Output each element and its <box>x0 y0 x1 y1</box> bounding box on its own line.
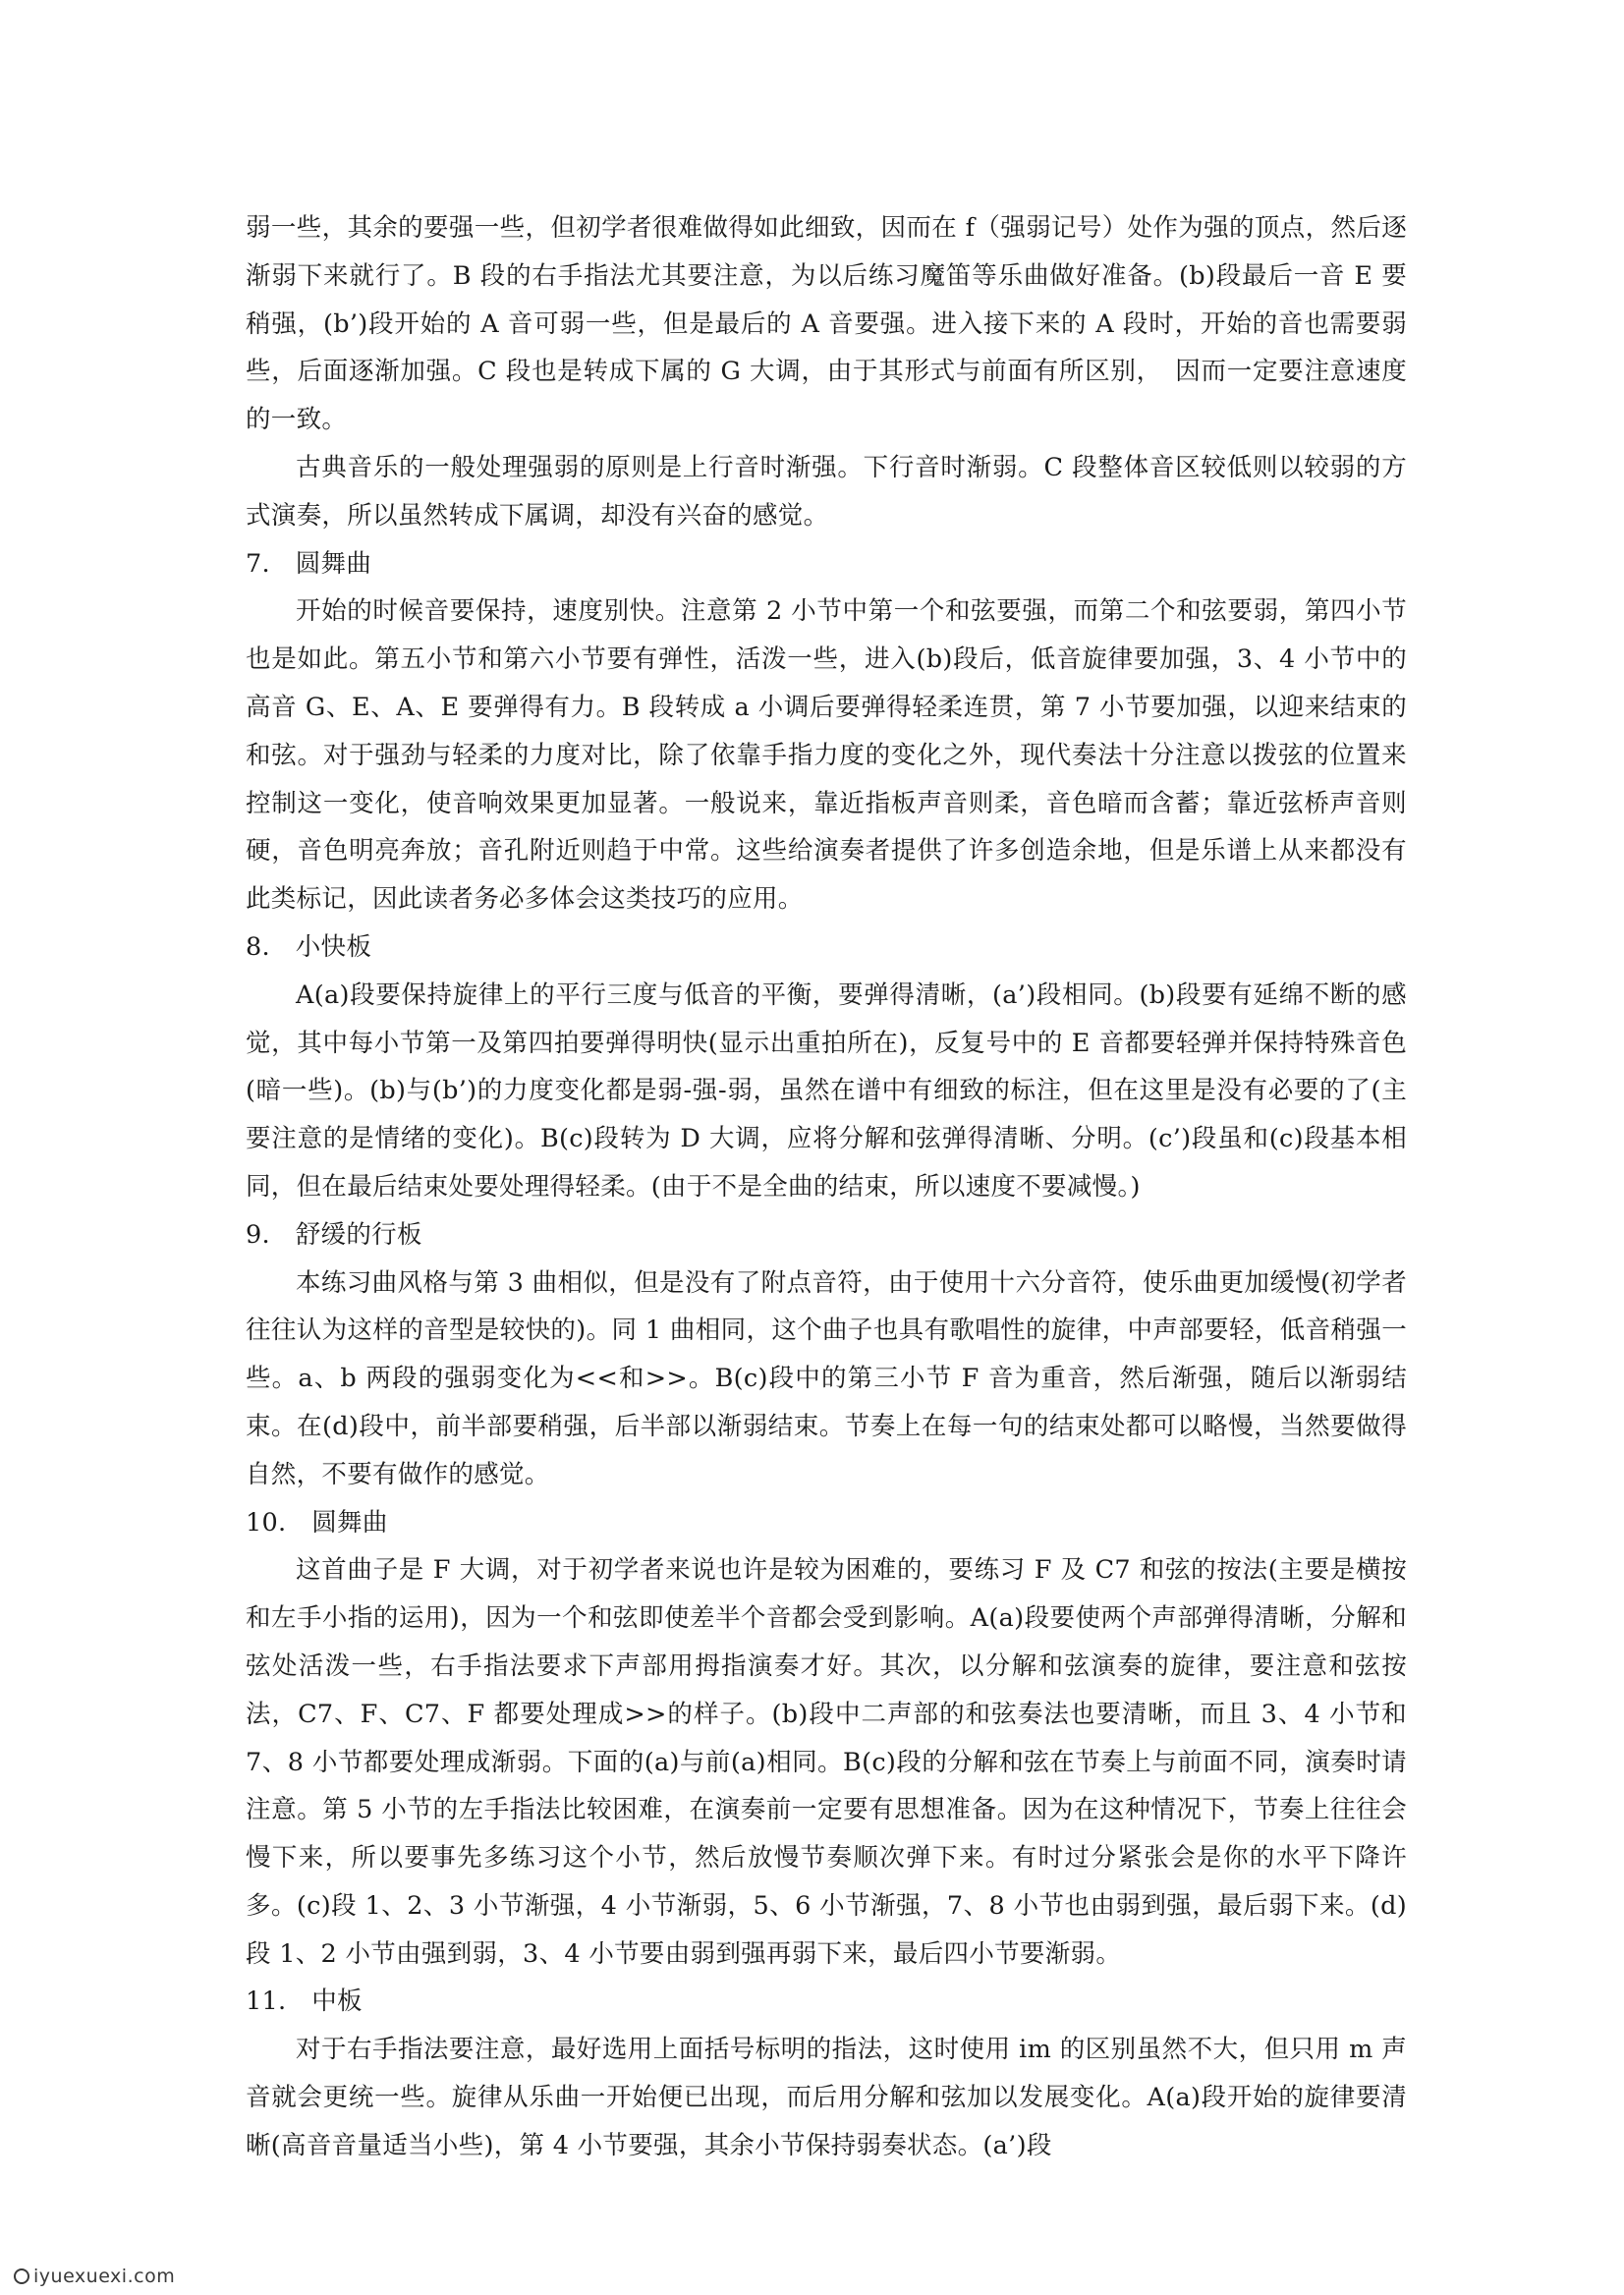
paragraph-5: 本练习曲风格与第 3 曲相似，但是没有了附点音符，由于使用十六分音符，使乐曲更加缓慢(初学者往往认为这样的音型是较快的)。同 1 曲相同，这个曲子也具有歌唱性的旋律，中声部要轻，低音稍强一些。a、b 两段的强弱变化为<<和>>。B(c)段中的第三小节 F 音为重音，然后渐强，随后以渐弱结束。在(d)段中，前半部要稍强，后半部以渐弱结束。节奏上在每一句的结束处都可以略慢，当然要做得自然，不要有做作的感觉。 <box>246 1267 1407 1489</box>
document-page <box>246 204 1407 2170</box>
paragraph-2: 古典音乐的一般处理强弱的原则是上行音时渐强。下行音时渐弱。C 段整体音区较低则以较弱的方式演奏，所以虽然转成下属调，却没有兴奋的感觉。 <box>246 452 1407 531</box>
paragraph-3: 开始的时候音要保持，速度别快。注意第 2 小节中第一个和弦要强，而第二个和弦要弱，第四小节也是如此。第五小节和第六小节要有弹性，活泼一些，进入(b)段后，低音旋律要加强，3、4 小节中的高音 G、E、A、E 要弹得有力。B 段转成 a 小调后要弹得轻柔连贯，第 7 小节要加强，以迎来结束的和弦。对于强劲与轻柔的力度对比，除了依靠手指力度的变化之外，现代奏法十分注意以拨弦的位置来控制这一变化，使音响效果更加显著。一般说来，靠近指板声音则柔，音色暗而含蓄；靠近弦桥声音则硬，音色明亮奔放；音孔附近则趋于中常。这些给演奏者提供了许多创造余地，但是乐谱上从来都没有此类标记，因此读者务必多体会这类技巧的应用。 <box>246 596 1407 915</box>
paragraph-7: 对于右手指法要注意，最好选用上面括号标明的指法，这时使用 im 的区别虽然不大，但只用 m 声音就会更统一些。旋律从乐曲一开始便已出现，而后用分解和弦加以发展变化。A(a)段开始的旋律要清晰(高音音量适当小些)，第 4 小节要强，其余小节保持弱奏状态。(a’)段 <box>246 2035 1407 2160</box>
watermark-text: iyuexuexi.com <box>33 2266 176 2287</box>
paragraph-6: 这首曲子是 F 大调，对于初学者来说也许是较为困难的，要练习 F 及 C7 和弦的按法(主要是横按和左手小指的运用)，因为一个和弦即使差半个音都会受到影响。A(a)段要使两个声部弹得清晰，分解和弦处活泼一些，右手指法要求下声部用拇指演奏才好。其次，以分解和弦演奏的旋律，要注意和弦按法，C7、F、C7、F 都要处理成>>的样子。(b)段中二声部的和弦奏法也要清晰，而且 3、4 小节和 7、8 小节都要处理成渐弱。下面的(a)与前(a)相同。B(c)段的分解和弦在节奏上与前面不同，演奏时请注意。第 5 小节的左手指法比较困难，在演奏前一定要有思想准备。因为在这种情况下，节奏上往往会慢下来，所以要事先多练习这个小节，然后放慢节奏顺次弹下来。有时过分紧张会是你的水平下降许多。(c)段 1、2、3 小节渐强，4 小节渐弱，5、6 小节渐强，7、8 小节也由弱到强，最后弱下来。(d)段 1、2 小节由强到弱，3、4 小节要由弱到强再弱下来，最后四小节要渐弱。 <box>246 1555 1407 1969</box>
watermark-logo-icon <box>14 2268 29 2284</box>
section-heading-9: 9. 舒缓的行板 <box>246 1219 422 1250</box>
section-heading-7: 7. 圆舞曲 <box>246 548 372 579</box>
paragraph-1: 弱一些，其余的要强一些，但初学者很难做得如此细致，因而在 f（强弱记号）处作为强的顶点，然后逐渐弱下来就行了。B 段的右手指法尤其要注意，为以后练习魔笛等乐曲做好准备。(b)段最后一音 E 要稍强，(b’)段开始的 A 音可弱一些，但是最后的 A 音要强。进入接下来的 A 段时，开始的音也需要弱些，后面逐渐加强。C 段也是转成下属的 G 大调，由于其形式与前面有所区别， 因而一定要注意速度的一致。 <box>246 213 1407 435</box>
site-watermark <box>14 2266 175 2287</box>
section-heading-8: 8. 小快板 <box>246 931 372 962</box>
paragraph-4: A(a)段要保持旋律上的平行三度与低音的平衡，要弹得清晰，(a’)段相同。(b)段要有延绵不断的感觉，其中每小节第一及第四拍要弹得明快(显示出重拍所在)，反复号中的 E 音都要轻弹并保持特殊音色(暗一些)。(b)与(b’)的力度变化都是弱-强-弱，虽然在谱中有细致的标注，但在这里是没有必要的了(主要注意的是情绪的变化)。B(c)段转为 D 大调，应将分解和弦弹得清晰、分明。(c’)段虽和(c)段基本相同，但在最后结束处要处理得轻柔。(由于不是全曲的结束，所以速度不要减慢。) <box>246 980 1407 1202</box>
section-heading-11: 11. 中板 <box>246 1987 363 2017</box>
section-heading-10: 10. 圆舞曲 <box>246 1507 388 1538</box>
